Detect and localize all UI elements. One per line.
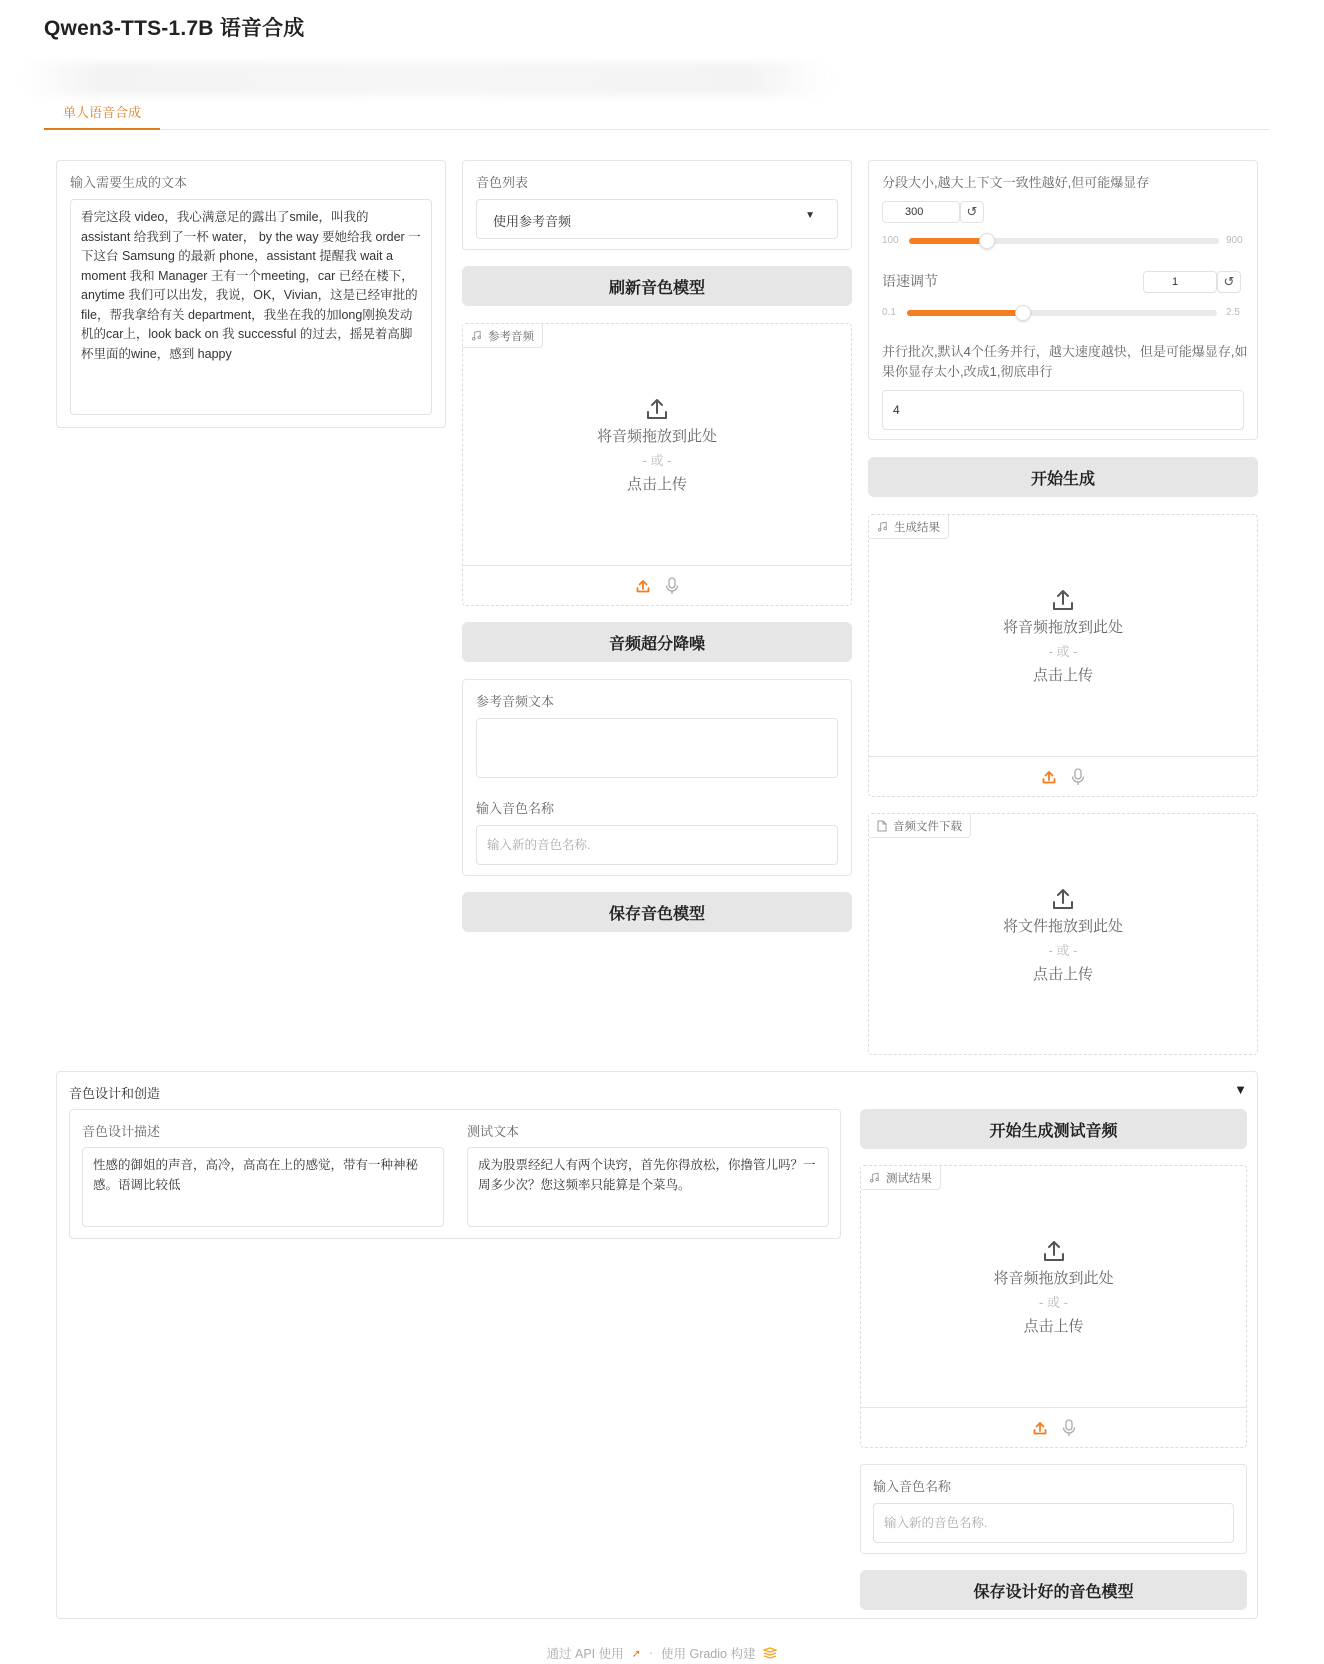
- upload-file-icon[interactable]: [1032, 1420, 1048, 1436]
- design-name-panel: [860, 1464, 1247, 1554]
- microphone-icon[interactable]: [665, 577, 679, 595]
- gen-result-tag: [869, 515, 949, 539]
- voice-list-label: 音色列表: [476, 175, 529, 190]
- drop-text: 将音频拖放到此处: [1002, 619, 1123, 636]
- save-voice-button[interactable]: 保存音色模型: [462, 892, 852, 932]
- upload-file-icon[interactable]: [635, 578, 651, 594]
- denoise-button[interactable]: 音频超分降噪: [462, 622, 852, 662]
- segment-slider-thumb[interactable]: [979, 233, 995, 249]
- reset-icon[interactable]: ↺: [960, 201, 984, 223]
- chevron-down-icon: ▼: [805, 210, 815, 221]
- test-text-input[interactable]: 成为股票经纪人有两个诀窍，首先你得放松，你撸管儿吗？一周多少次？您这频率只能算是个菜鸟。: [467, 1147, 829, 1227]
- click-upload-text: 点击上传: [626, 476, 687, 493]
- or-text: - 或 -: [1048, 943, 1078, 958]
- drop-text: 将音频拖放到此处: [596, 428, 717, 445]
- drop-text: 将文件拖放到此处: [1002, 918, 1123, 935]
- footer-separator: ·: [648, 1646, 653, 1660]
- voice-list-panel: [462, 160, 852, 250]
- test-result-footer: [861, 1407, 1246, 1447]
- speed-slider-thumb[interactable]: [1015, 305, 1031, 321]
- upload-file-icon[interactable]: [1041, 769, 1057, 785]
- settings-panel: [868, 160, 1258, 440]
- footer-gradio-link[interactable]: 使用 Gradio 构建: [661, 1647, 756, 1661]
- save-designed-voice-button[interactable]: 保存设计好的音色模型: [860, 1570, 1247, 1610]
- test-result-tag: [861, 1166, 941, 1190]
- blurred-description: [20, 62, 830, 96]
- download-upload-prompt[interactable]: [869, 886, 1257, 984]
- input-text-area[interactable]: 看完这段 video，我心满意足的露出了smile，叫我的 assistant 给我到了一杯 water， by the way 要她给我 order 一下这台 Samsung 的最新 phone，assistant 提醒我 wait a moment 我和 Manager 王有一个meeting，car 已经在楼下，anytime 我们可以出发，我说，OK，Vivian，这是已经审批的 file，帮我拿给有关 department，我坐在我的加long刚换发动机的car上，look back on 我 successful 的过去，摇晃着高脚杯里面的wine，感到 happy: [70, 199, 432, 415]
- design-inputs-panel: [69, 1109, 841, 1239]
- gen-result-tag-label: 生成结果: [894, 521, 940, 534]
- segment-label: 分段大小,越大上下文一致性越好,但可能爆显存: [882, 175, 1150, 190]
- segment-max: 900: [1226, 235, 1243, 246]
- reset-icon[interactable]: ↺: [1217, 271, 1241, 293]
- test-result-tag-label: 测试结果: [886, 1172, 932, 1185]
- page-title: Qwen3-TTS-1.7B 语音合成: [44, 17, 305, 40]
- design-desc-label: 音色设计描述: [82, 1124, 161, 1139]
- input-text-panel: [56, 160, 446, 428]
- download-tag: [869, 814, 971, 838]
- music-note-icon: [471, 330, 482, 341]
- upload-icon: [1050, 587, 1076, 613]
- batch-input[interactable]: 4: [882, 390, 1244, 430]
- upload-icon: [644, 396, 670, 422]
- download-tag-label: 音频文件下载: [893, 820, 962, 833]
- gen-result-upload-prompt[interactable]: [869, 587, 1257, 685]
- upload-icon: [1041, 1238, 1067, 1264]
- download-dropzone[interactable]: [868, 813, 1258, 1055]
- segment-slider[interactable]: [909, 238, 1219, 244]
- ref-audio-footer: [463, 565, 851, 605]
- or-text: - 或 -: [1048, 644, 1078, 659]
- speed-max: 2.5: [1226, 307, 1240, 318]
- voice-design-header[interactable]: 音色设计和创造: [69, 1086, 161, 1101]
- microphone-icon[interactable]: [1071, 768, 1085, 786]
- generate-test-button[interactable]: 开始生成测试音频: [860, 1109, 1247, 1149]
- gradio-logo-icon: [763, 1647, 777, 1659]
- batch-label: 并行批次,默认4个任务并行，越大速度越快，但是可能爆显存,如果你显存太小,改成1,彻底串行: [882, 344, 1248, 379]
- ref-text-input[interactable]: [476, 718, 838, 778]
- ref-audio-upload-prompt[interactable]: [463, 396, 851, 494]
- voice-name-input[interactable]: 输入新的音色名称.: [476, 825, 838, 865]
- music-note-icon: [869, 1172, 880, 1183]
- voice-design-accordion: [56, 1071, 1258, 1619]
- segment-min: 100: [882, 235, 899, 246]
- voice-name-label: 输入音色名称: [476, 801, 555, 816]
- speed-slider[interactable]: [907, 310, 1217, 316]
- footer: [0, 1644, 1324, 1662]
- footer-api-link[interactable]: 通过 API 使用: [546, 1647, 624, 1661]
- ref-text-label: 参考音频文本: [476, 694, 555, 709]
- input-text-label: 输入需要生成的文本: [70, 175, 188, 190]
- gen-result-dropzone[interactable]: [868, 514, 1258, 797]
- tab-single-tts[interactable]: 单人语音合成: [44, 100, 160, 130]
- test-text-label: 测试文本: [467, 1124, 520, 1139]
- ref-audio-tag-label: 参考音频: [488, 330, 534, 343]
- drop-text: 将音频拖放到此处: [993, 1270, 1114, 1287]
- speed-min: 0.1: [882, 307, 896, 318]
- microphone-icon[interactable]: [1062, 1419, 1076, 1437]
- click-upload-text: 点击上传: [1032, 966, 1093, 983]
- ref-audio-dropzone[interactable]: [462, 323, 852, 606]
- segment-slider-fill: [909, 238, 987, 244]
- design-desc-input[interactable]: 性感的御姐的声音，高冷，高高在上的感觉，带有一种神秘感。语调比较低: [82, 1147, 444, 1227]
- or-text: - 或 -: [642, 453, 672, 468]
- speed-slider-fill: [907, 310, 1023, 316]
- refresh-voices-button[interactable]: 刷新音色模型: [462, 266, 852, 306]
- generate-button[interactable]: 开始生成: [868, 457, 1258, 497]
- file-icon: [877, 820, 887, 832]
- design-name-label: 输入音色名称: [873, 1479, 952, 1494]
- click-upload-text: 点击上传: [1023, 1318, 1084, 1335]
- voice-list-selected: 使用参考音频: [493, 214, 572, 229]
- music-note-icon: [877, 521, 888, 532]
- design-name-input[interactable]: 输入新的音色名称.: [873, 1503, 1234, 1543]
- speed-number-input[interactable]: 1: [1143, 271, 1217, 293]
- collapse-triangle-icon[interactable]: ▼: [1234, 1082, 1247, 1097]
- segment-number-input[interactable]: 300: [882, 201, 960, 223]
- tab-bar: [44, 100, 1270, 130]
- test-result-upload-prompt[interactable]: [861, 1238, 1246, 1336]
- rocket-icon: ➚: [631, 1647, 641, 1660]
- ref-audio-tag: [463, 324, 543, 348]
- test-result-dropzone[interactable]: [860, 1165, 1247, 1448]
- gen-result-footer: [869, 756, 1257, 796]
- speed-label: 语速调节: [882, 273, 938, 289]
- ref-text-panel: [462, 679, 852, 876]
- voice-list-dropdown[interactable]: [476, 199, 838, 239]
- upload-icon: [1050, 886, 1076, 912]
- or-text: - 或 -: [1039, 1295, 1068, 1310]
- click-upload-text: 点击上传: [1032, 667, 1093, 684]
